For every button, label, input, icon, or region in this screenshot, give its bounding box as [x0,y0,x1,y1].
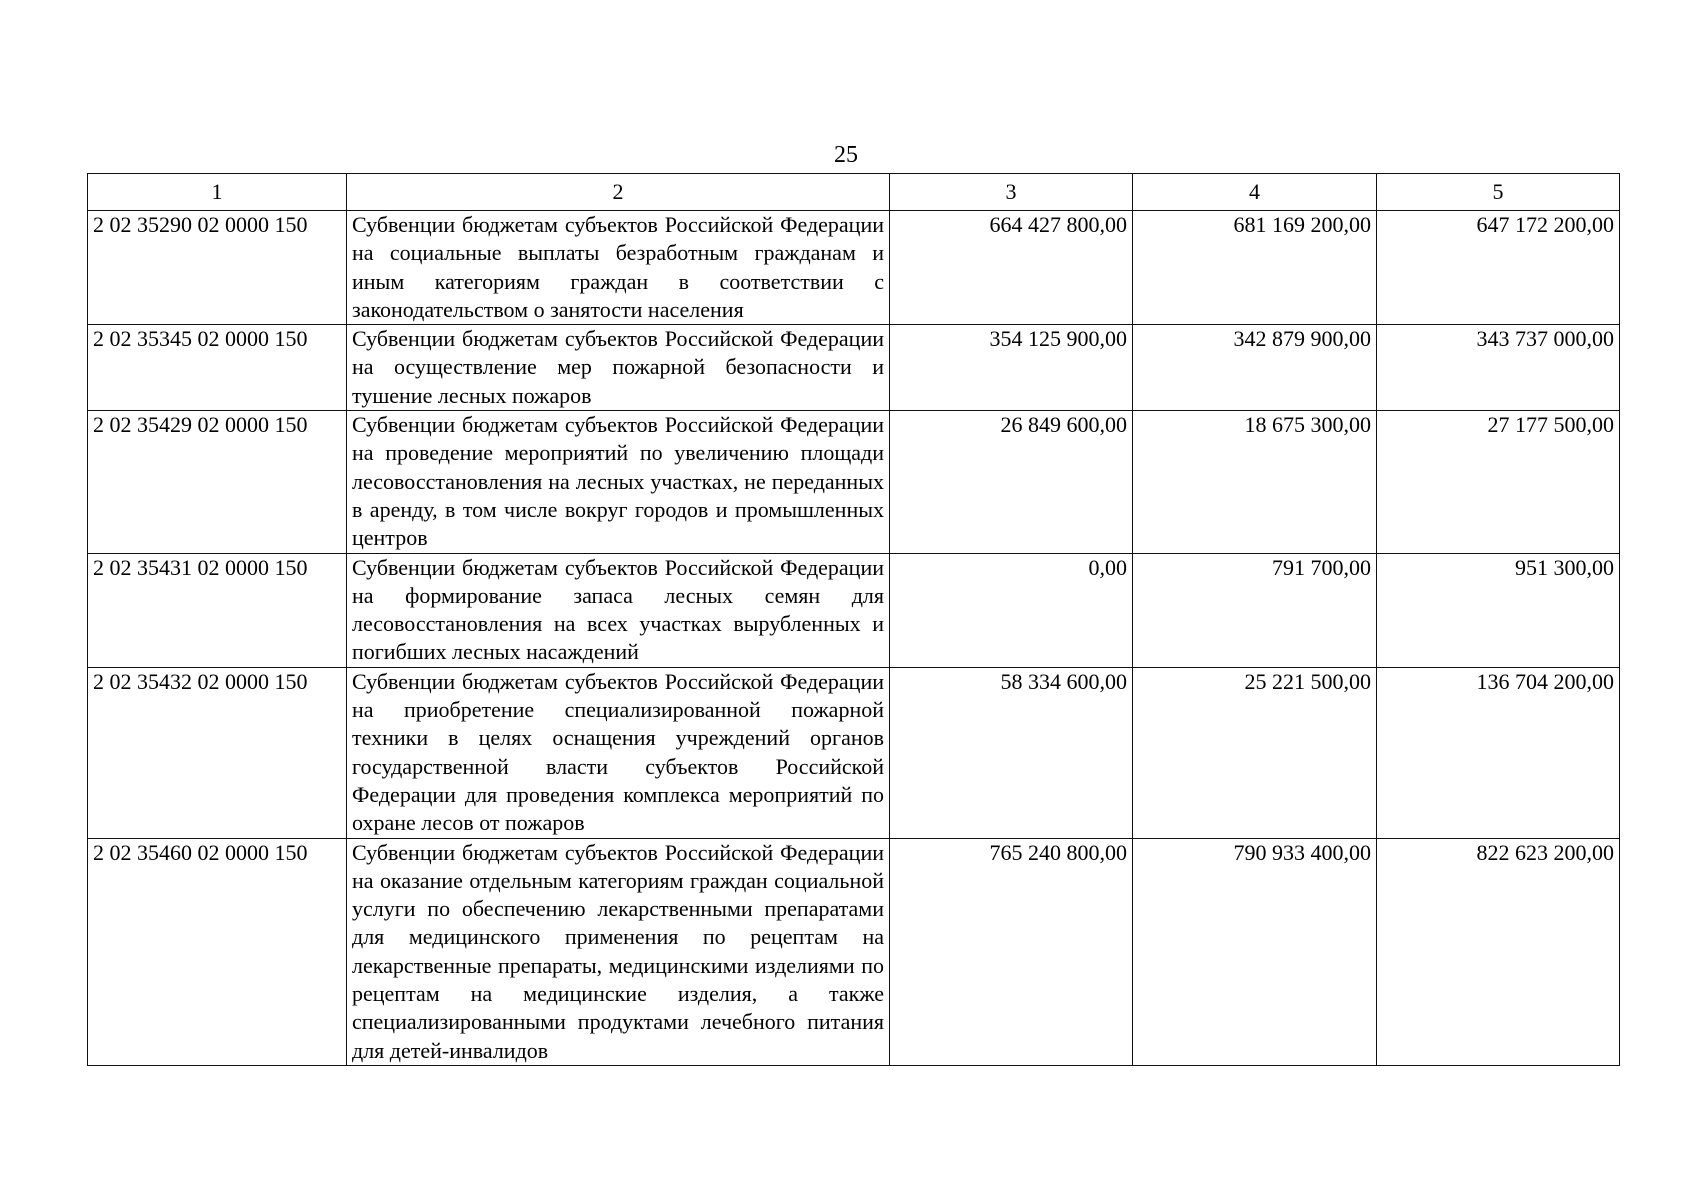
row-description: Субвенции бюджетам субъектов Российской Федерации на социальные выплаты безработным гражданам и иным категориям граждан в соответствии с законодательством о занятости населения [347,211,890,325]
amount-col-5: 27 177 500,00 [1377,411,1620,553]
table-row [88,553,1620,667]
amount-col-3: 664 427 800,00 [890,211,1133,325]
amount-col-4: 790 933 400,00 [1133,838,1377,1065]
amount-col-4: 791 700,00 [1133,553,1377,667]
amount-col-5: 951 300,00 [1377,553,1620,667]
table-row [88,838,1620,1065]
amount-col-3: 354 125 900,00 [890,325,1133,411]
table-body [88,211,1620,1066]
amount-col-4: 342 879 900,00 [1133,325,1377,411]
budget-code: 2 02 35432 02 0000 150 [88,667,347,838]
budget-code: 2 02 35431 02 0000 150 [88,553,347,667]
column-header-2: 2 [347,174,890,211]
amount-col-3: 765 240 800,00 [890,838,1133,1065]
budget-code: 2 02 35429 02 0000 150 [88,411,347,553]
amount-col-4: 25 221 500,00 [1133,667,1377,838]
table-row [88,325,1620,411]
amount-col-5: 822 623 200,00 [1377,838,1620,1065]
column-header-3: 3 [890,174,1133,211]
row-description: Субвенции бюджетам субъектов Российской Федерации на проведение мероприятий по увеличению площади лесовосстановления на лесных участках, не переданных в аренду, в том числе вокруг городов и промышленных центров [347,411,890,553]
row-description: Субвенции бюджетам субъектов Российской Федерации на осуществление мер пожарной безопасности и тушение лесных пожаров [347,325,890,411]
table-row [88,211,1620,325]
column-header-4: 4 [1133,174,1377,211]
column-number-row [88,174,1620,211]
table-header [88,174,1620,211]
amount-col-4: 18 675 300,00 [1133,411,1377,553]
amount-col-3: 0,00 [890,553,1133,667]
budget-code: 2 02 35290 02 0000 150 [88,211,347,325]
amount-col-5: 343 737 000,00 [1377,325,1620,411]
row-description: Субвенции бюджетам субъектов Российской Федерации на формирование запаса лесных семян для лесовосстановления на всех участках вырубленных и погибших лесных насаждений [347,553,890,667]
row-description: Субвенции бюджетам субъектов Российской Федерации на оказание отдельным категориям граждан социальной услуги по обеспечению лекарственными препаратами для медицинского применения по рецептам на лекарственные препараты, медицинскими изделиями по рецептам на медицинские изделия, а также специализированными продуктами лечебного питания для детей-инвалидов [347,838,890,1065]
budget-table [87,173,1620,1066]
amount-col-3: 26 849 600,00 [890,411,1133,553]
budget-code: 2 02 35345 02 0000 150 [88,325,347,411]
amount-col-5: 647 172 200,00 [1377,211,1620,325]
table-row [88,667,1620,838]
column-header-5: 5 [1377,174,1620,211]
table-row [88,411,1620,553]
row-description: Субвенции бюджетам субъектов Российской Федерации на приобретение специализированной пожарной техники в целях оснащения учреждений органов государственной власти субъектов Российской Федерации для проведения комплекса мероприятий по охране лесов от пожаров [347,667,890,838]
column-header-1: 1 [88,174,347,211]
budget-code: 2 02 35460 02 0000 150 [88,838,347,1065]
amount-col-3: 58 334 600,00 [890,667,1133,838]
amount-col-5: 136 704 200,00 [1377,667,1620,838]
page-number: 25 [834,142,858,168]
amount-col-4: 681 169 200,00 [1133,211,1377,325]
